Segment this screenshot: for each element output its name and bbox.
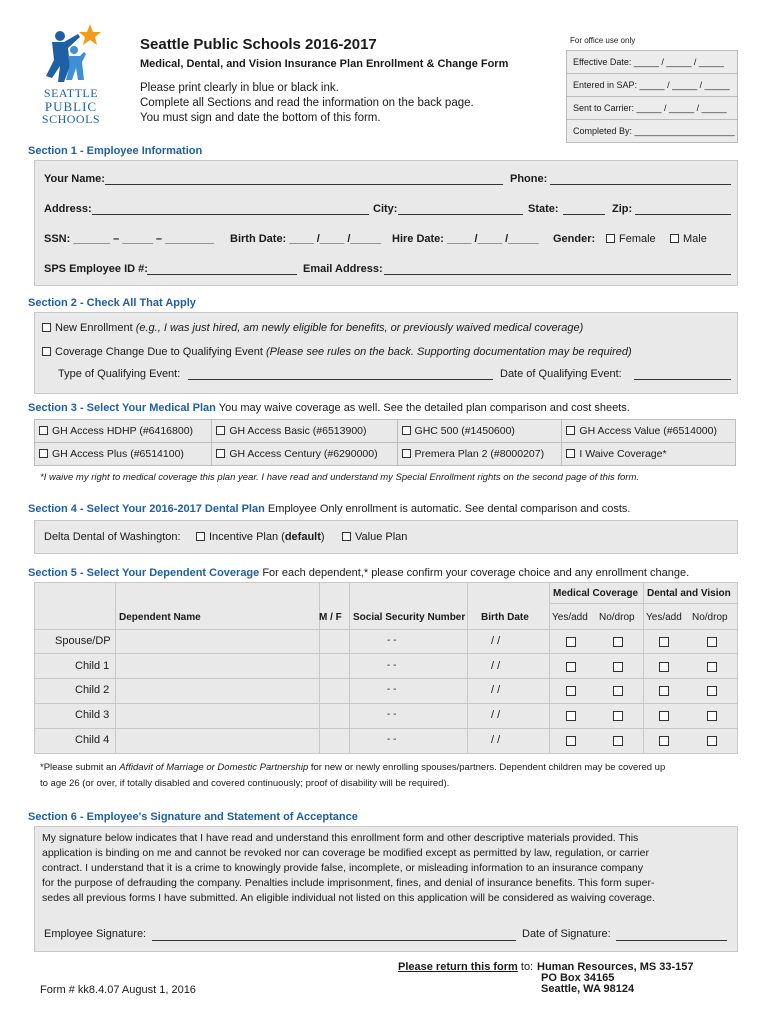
dental-vision-header: Dental and Vision bbox=[647, 588, 731, 599]
phone-input[interactable] bbox=[550, 184, 731, 185]
plan-option[interactable] bbox=[212, 420, 397, 443]
coverage-checkbox[interactable] bbox=[566, 637, 576, 647]
hire-date-field[interactable]: Hire Date: ____ /____ /_____ bbox=[392, 233, 539, 245]
logo-text-schools: SCHOOLS bbox=[41, 112, 101, 126]
coverage-checkbox[interactable] bbox=[613, 662, 623, 672]
med-no-header: No/drop bbox=[599, 612, 635, 623]
dependent-ssn-field[interactable]: - - bbox=[387, 709, 397, 720]
sps-logo bbox=[38, 22, 104, 126]
new-enrollment-note: (e.g., I was just hired, am newly eligible for benefits, or previously waived medical coverage) bbox=[135, 322, 584, 334]
section-3-heading: Section 3 - Select Your Medical Plan bbox=[28, 402, 216, 414]
incentive-close: ) bbox=[320, 531, 325, 543]
dependent-birth-field[interactable]: / / bbox=[491, 709, 501, 721]
return-po: PO Box 34165 bbox=[541, 972, 615, 984]
waive-note bbox=[40, 472, 639, 483]
plan-option[interactable] bbox=[397, 420, 562, 443]
dependent-name-header: Dependent Name bbox=[119, 612, 201, 623]
office-caption: For office use only bbox=[570, 36, 636, 45]
section-3-title bbox=[28, 402, 630, 414]
dependent-note-line2: to age 26 (or over, if totally disabled and covered continuously; proof of disability will be required). bbox=[40, 778, 450, 789]
coverage-checkbox[interactable] bbox=[707, 662, 717, 672]
qualifying-type-input[interactable] bbox=[188, 379, 493, 380]
section-2-title: Section 2 - Check All That Apply bbox=[28, 297, 196, 309]
section-5-heading: Section 5 - Select Your Dependent Coverage bbox=[28, 567, 260, 579]
plan-checkbox[interactable] bbox=[402, 426, 411, 435]
plan-label: GH Access Plus (#6514100) bbox=[52, 448, 184, 460]
row-divider bbox=[35, 629, 737, 630]
row-divider bbox=[549, 603, 737, 604]
new-enrollment-option[interactable] bbox=[42, 322, 583, 334]
qualifying-type-label: Type of Qualifying Event: bbox=[58, 368, 181, 380]
dependent-table bbox=[34, 582, 738, 754]
gender-female-option[interactable] bbox=[606, 233, 656, 245]
acceptance-line1: My signature below indicates that I have read and understand this enrollment form and other descriptive materials provided. This bbox=[42, 832, 639, 844]
gender-male-option[interactable] bbox=[670, 233, 707, 245]
value-checkbox[interactable] bbox=[342, 532, 351, 541]
coverage-checkbox[interactable] bbox=[707, 736, 717, 746]
completed-by-field[interactable]: Completed By: ____________________ bbox=[573, 126, 735, 136]
qualifying-date-input[interactable] bbox=[634, 379, 731, 380]
section-5-title bbox=[28, 567, 689, 579]
signature-date-label: Date of Signature: bbox=[522, 928, 611, 940]
incentive-label: Incentive Plan ( bbox=[209, 531, 285, 543]
form-title: Seattle Public Schools 2016-2017 bbox=[140, 36, 377, 53]
coverage-checkbox[interactable] bbox=[659, 662, 669, 672]
plan-option[interactable] bbox=[562, 420, 736, 443]
coverage-checkbox[interactable] bbox=[659, 637, 669, 647]
return-to: to: bbox=[517, 961, 534, 973]
med-yes-header: Yes/add bbox=[552, 612, 588, 623]
row-divider bbox=[35, 678, 737, 679]
dental-label: Delta Dental of Washington: bbox=[44, 531, 181, 543]
plan-label: Premera Plan 2 (#8000207) bbox=[414, 448, 545, 460]
mf-header: M / F bbox=[319, 612, 342, 623]
dependent-birth-field[interactable]: / / bbox=[491, 660, 501, 672]
row-divider bbox=[35, 703, 737, 704]
coverage-checkbox[interactable] bbox=[566, 662, 576, 672]
entered-sap-field[interactable]: Entered in SAP: _____ / _____ / _____ bbox=[567, 74, 737, 97]
dependent-row-label: Child 3 bbox=[75, 709, 110, 721]
email-label: Email Address: bbox=[303, 263, 383, 275]
section-4-desc: Employee Only enrollment is automatic. See dental comparison and costs. bbox=[264, 503, 631, 515]
coverage-checkbox[interactable] bbox=[707, 637, 717, 647]
dv-yes-header: Yes/add bbox=[646, 612, 682, 623]
plan-checkbox[interactable] bbox=[216, 426, 225, 435]
dependent-birth-field[interactable]: / / bbox=[491, 734, 501, 746]
dependent-row-label: Spouse/DP bbox=[55, 635, 111, 647]
logo-figures-icon bbox=[38, 22, 104, 84]
incentive-default: default bbox=[284, 531, 321, 543]
coverage-checkbox[interactable] bbox=[659, 711, 669, 721]
coverage-checkbox[interactable] bbox=[613, 736, 623, 746]
plan-checkbox[interactable] bbox=[566, 426, 575, 435]
section-3-desc: You may waive coverage as well. See the detailed plan comparison and cost sheets. bbox=[215, 402, 630, 414]
plan-checkbox[interactable] bbox=[39, 449, 48, 458]
plan-label: I Waive Coverage* bbox=[579, 448, 667, 460]
section-6-title: Section 6 - Employee's Signature and Statement of Acceptance bbox=[28, 811, 358, 823]
zip-label: Zip: bbox=[612, 203, 633, 215]
dependent-ssn-field[interactable]: - - bbox=[387, 734, 397, 745]
instruction-1: Please print clearly in blue or black ink. bbox=[140, 82, 339, 94]
address-label: Address: bbox=[44, 203, 92, 215]
male-checkbox[interactable] bbox=[670, 234, 679, 243]
dependent-row-label: Child 4 bbox=[75, 734, 110, 746]
dependent-birth-field[interactable]: / / bbox=[491, 635, 501, 647]
section-4-title bbox=[28, 503, 630, 515]
plan-option[interactable] bbox=[35, 420, 212, 443]
plan-label: GH Access Basic (#6513900) bbox=[229, 425, 367, 437]
acceptance-line5: sedes all previous forms I have submitted. An eligible individual not listed on this application will be considered as waiving coverage. bbox=[42, 892, 655, 904]
coverage-checkbox[interactable] bbox=[613, 686, 623, 696]
birth-date-header: Birth Date bbox=[481, 612, 529, 623]
coverage-change-label: Coverage Change Due to Qualifying Event bbox=[55, 346, 266, 358]
gender-label: Gender: bbox=[553, 233, 596, 245]
coverage-checkbox[interactable] bbox=[707, 686, 717, 696]
row-divider bbox=[35, 728, 737, 729]
dependent-ssn-field[interactable]: - - bbox=[387, 660, 397, 671]
coverage-change-note: (Please see rules on the back. Supporting documentation may be required) bbox=[265, 346, 632, 358]
name-input[interactable] bbox=[105, 184, 503, 185]
birth-date-field[interactable]: Birth Date: ____ /____ /_____ bbox=[230, 233, 382, 245]
plan-checkbox[interactable] bbox=[402, 449, 411, 458]
value-label: Value Plan bbox=[355, 531, 408, 543]
waive-note-text: *I waive my right to medical coverage this plan year. I have read and understand my Special Enrollment rights on the second page of this form. bbox=[40, 472, 639, 483]
signature-date-input[interactable] bbox=[616, 940, 727, 941]
return-city: Seattle, WA 98124 bbox=[541, 983, 635, 995]
office-use-box bbox=[566, 50, 738, 143]
sent-carrier-field[interactable]: Sent to Carrier: _____ / _____ / _____ bbox=[567, 97, 737, 120]
coverage-checkbox[interactable] bbox=[566, 686, 576, 696]
zip-input[interactable] bbox=[635, 214, 731, 215]
incentive-plan-option[interactable] bbox=[196, 531, 325, 543]
instruction-3: You must sign and date the bottom of this form. bbox=[140, 112, 381, 124]
coverage-checkbox[interactable] bbox=[613, 711, 623, 721]
dep-note-a: *Please submit an bbox=[40, 762, 120, 773]
ssn-field[interactable]: SSN: ______ – _____ – ________ bbox=[44, 233, 215, 245]
plan-option[interactable] bbox=[35, 443, 212, 466]
email-input[interactable] bbox=[384, 274, 731, 275]
plan-label: GHC 500 (#1450600) bbox=[414, 425, 515, 437]
return-instruction bbox=[398, 961, 533, 973]
section-5-desc: For each dependent,* please confirm your coverage choice and any enrollment change. bbox=[259, 567, 690, 579]
female-checkbox[interactable] bbox=[606, 234, 615, 243]
plan-checkbox[interactable] bbox=[566, 449, 575, 458]
new-enrollment-checkbox[interactable] bbox=[42, 323, 51, 332]
city-label: City: bbox=[373, 203, 398, 215]
employee-id-label: SPS Employee ID #: bbox=[44, 263, 148, 275]
ssn-header: Social Security Number bbox=[353, 612, 466, 623]
name-label: Your Name: bbox=[44, 173, 105, 185]
plan-label: GH Access HDHP (#6416800) bbox=[52, 425, 194, 437]
qualifying-date-label: Date of Qualifying Event: bbox=[500, 368, 622, 380]
coverage-checkbox[interactable] bbox=[566, 736, 576, 746]
plan-label: GH Access Century (#6290000) bbox=[229, 448, 378, 460]
dependent-ssn-field[interactable]: - - bbox=[387, 635, 397, 646]
phone-label: Phone: bbox=[510, 173, 548, 185]
coverage-checkbox[interactable] bbox=[707, 711, 717, 721]
logo-text-seattle: SEATTLE bbox=[43, 86, 99, 100]
plan-option[interactable] bbox=[562, 443, 736, 466]
medical-coverage-header: Medical Coverage bbox=[553, 588, 639, 599]
acceptance-line2: application is binding on me and cannot be revoked nor can coverage be modified except as permitted by law, regulation, or carrier bbox=[42, 847, 650, 859]
acceptance-line3: contract. I understand that it is a crime to knowingly provide false, incomplete, or misleading information to an insurance company bbox=[42, 862, 644, 874]
form-number: Form # kk8.4.07 August 1, 2016 bbox=[40, 984, 196, 996]
form-subtitle: Medical, Dental, and Vision Insurance Plan Enrollment & Change Form bbox=[140, 58, 509, 70]
signature-input[interactable] bbox=[152, 940, 516, 941]
address-input[interactable] bbox=[92, 214, 369, 215]
instruction-2: Complete all Sections and read the information on the back page. bbox=[140, 97, 474, 109]
coverage-checkbox[interactable] bbox=[613, 637, 623, 647]
dependent-note-line1 bbox=[40, 762, 665, 773]
female-label: Female bbox=[619, 233, 656, 245]
dependent-row-label: Child 1 bbox=[75, 660, 110, 672]
male-label: Male bbox=[683, 233, 707, 245]
plan-checkbox[interactable] bbox=[216, 449, 225, 458]
dep-note-b: Affidavit of Marriage or Domestic Partnership bbox=[119, 762, 309, 773]
coverage-checkbox[interactable] bbox=[659, 736, 669, 746]
dependent-row-label: Child 2 bbox=[75, 684, 110, 696]
new-enrollment-label: New Enrollment bbox=[55, 322, 136, 334]
coverage-change-option[interactable] bbox=[42, 346, 632, 358]
signature-label: Employee Signature: bbox=[44, 928, 147, 940]
dep-note-c: for new or newly enrolling spouses/partners. Dependent children may be covered up bbox=[308, 762, 666, 773]
section-1-title: Section 1 - Employee Information bbox=[28, 145, 203, 157]
plan-option[interactable] bbox=[397, 443, 562, 466]
dependent-birth-field[interactable]: / / bbox=[491, 684, 501, 696]
employee-id-input[interactable] bbox=[147, 274, 297, 275]
dependent-ssn-field[interactable]: - - bbox=[387, 684, 397, 695]
section-4-heading: Section 4 - Select Your 2016-2017 Dental Plan bbox=[28, 503, 265, 515]
plan-checkbox[interactable] bbox=[39, 426, 48, 435]
logo-text-public: PUBLIC bbox=[44, 99, 98, 114]
coverage-checkbox[interactable] bbox=[566, 711, 576, 721]
state-input[interactable] bbox=[563, 214, 605, 215]
effective-date-field[interactable]: Effective Date: _____ / _____ / _____ bbox=[567, 51, 737, 74]
coverage-checkbox[interactable] bbox=[659, 686, 669, 696]
city-input[interactable] bbox=[398, 214, 523, 215]
coverage-change-checkbox[interactable] bbox=[42, 347, 51, 356]
return-hr: Human Resources, MS 33-157 bbox=[537, 961, 694, 973]
value-plan-option[interactable] bbox=[342, 531, 407, 543]
acceptance-line4: for the purpose of defrauding the company. Penalties include imprisonment, fines, and denial of insurance benefits. This form super- bbox=[42, 877, 655, 889]
state-label: State: bbox=[528, 203, 559, 215]
return-underlined: Please return this form bbox=[398, 961, 518, 973]
row-divider bbox=[35, 653, 737, 654]
plan-option[interactable] bbox=[212, 443, 397, 466]
dv-no-header: No/drop bbox=[692, 612, 728, 623]
incentive-checkbox[interactable] bbox=[196, 532, 205, 541]
medical-plan-grid bbox=[34, 419, 736, 466]
plan-label: GH Access Value (#6514000) bbox=[579, 425, 717, 437]
